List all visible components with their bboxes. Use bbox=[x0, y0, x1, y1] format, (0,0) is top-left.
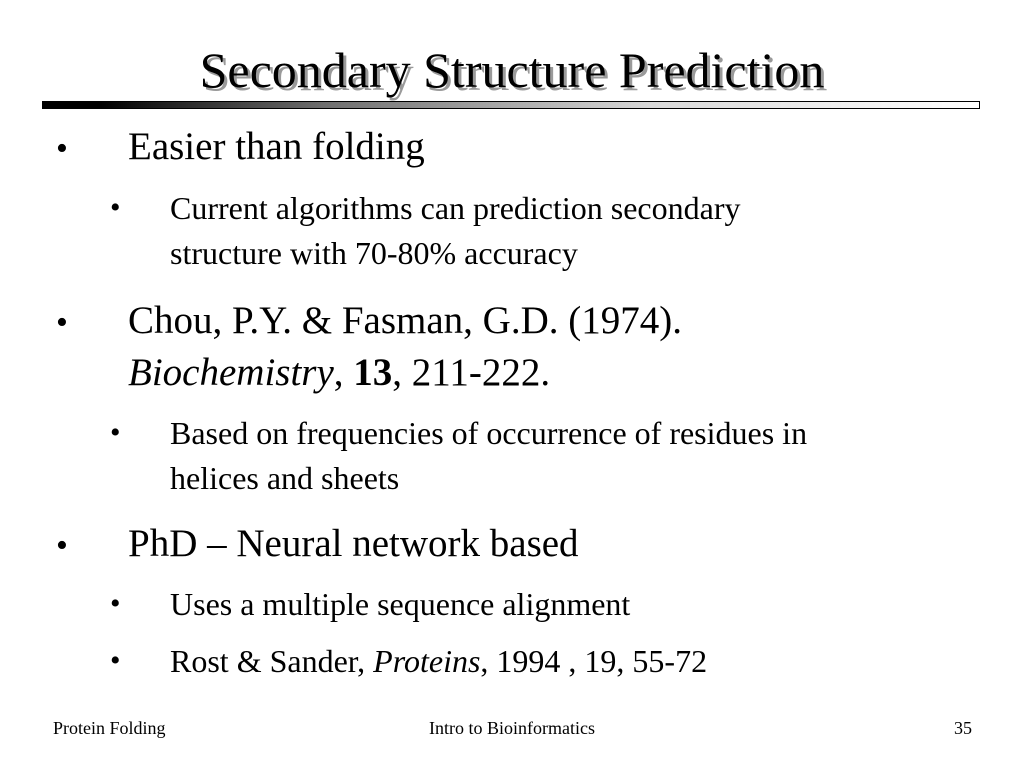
journal-name: Biochemistry bbox=[128, 351, 334, 394]
bullet-icon: • bbox=[56, 304, 68, 341]
footer-left-text: Protein Folding bbox=[53, 718, 166, 738]
citation-details: , 1994 , 19, 55-72 bbox=[480, 643, 708, 679]
sub-bullet-icon: • bbox=[110, 191, 121, 224]
page-range: , 211-222. bbox=[392, 351, 551, 394]
subbullet-frequencies-line1: Based on frequencies of occurrence of residues in bbox=[170, 415, 808, 451]
subbullet-algorithms-line1: Current algorithms can prediction secondary bbox=[170, 190, 741, 226]
sub-bullet-icon: • bbox=[110, 416, 121, 449]
footer-center-text: Intro to Bioinformatics bbox=[429, 718, 595, 738]
bullet-easier-than-folding: Easier than folding bbox=[128, 125, 425, 168]
title-underline-rule bbox=[42, 101, 980, 109]
bullet-chou-fasman-line1: Chou, P.Y. & Fasman, G.D. (1974). bbox=[128, 299, 682, 342]
citation-authors: Rost & Sander, bbox=[170, 643, 374, 679]
subbullet-multiple-alignment: Uses a multiple sequence alignment bbox=[170, 586, 631, 622]
slide-title: Secondary Structure Prediction bbox=[199, 42, 825, 98]
subbullet-rost-sander bbox=[170, 639, 990, 684]
bullet-phd-neural-network: PhD – Neural network based bbox=[128, 522, 579, 565]
bullet-icon: • bbox=[56, 130, 68, 167]
footer-page-number: 35 bbox=[954, 718, 972, 738]
citation-separator: , bbox=[333, 351, 354, 394]
subbullet-algorithms-line2: structure with 70-80% accuracy bbox=[170, 235, 578, 271]
bullet-icon: • bbox=[56, 527, 68, 564]
subbullet-frequencies-line2: helices and sheets bbox=[170, 460, 400, 496]
volume-number: 13 bbox=[353, 351, 393, 394]
sub-bullet-icon: • bbox=[110, 644, 121, 677]
bullet-chou-fasman-citation bbox=[128, 350, 988, 396]
journal-name: Proteins bbox=[373, 643, 481, 679]
sub-bullet-icon: • bbox=[110, 587, 121, 620]
